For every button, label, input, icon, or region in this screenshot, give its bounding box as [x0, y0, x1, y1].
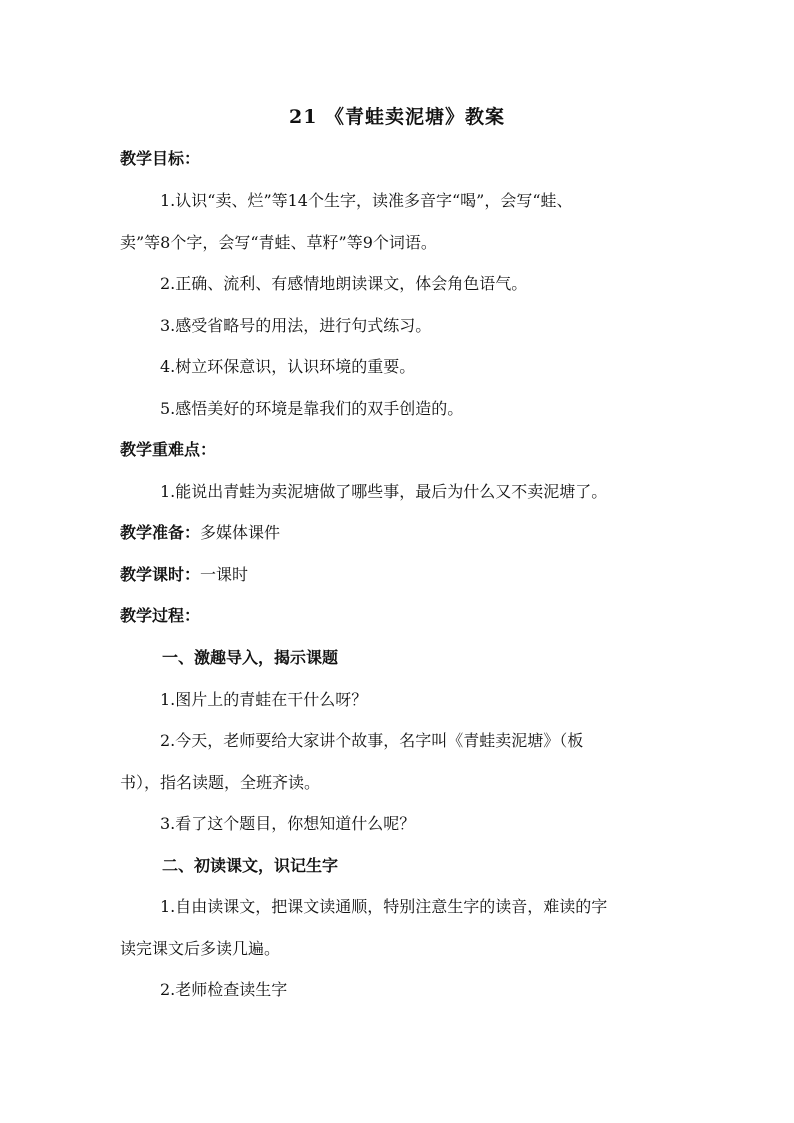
goal-item: 2.正确、流利、有感情地朗读课文，体会角色语气。 [160, 274, 528, 293]
process-heading: 教学过程： [120, 606, 201, 625]
goal-item: 4.树立环保意识，认识环境的重要。 [160, 357, 416, 376]
section1-item: 3.看了这个题目，你想知道什么呢？ [160, 814, 416, 833]
goal-item-continued: 卖”等8个字，会写“青蛙、草籽”等9个词语。 [120, 233, 437, 252]
teaching-hours [120, 564, 794, 586]
section2-item-continued: 读完课文后多读几遍。 [120, 939, 281, 958]
teaching-prep-label: 教学准备： [120, 523, 201, 542]
goal-item: 1.认识“卖、烂”等14个生字，读准多音字“喝”，会写“蛙、 [160, 191, 573, 210]
section1-item: 1.图片上的青蛙在干什么呀？ [160, 690, 368, 709]
teaching-hours-label: 教学课时： [120, 565, 201, 584]
goal-item: 3.感受省略号的用法，进行句式练习。 [160, 316, 432, 335]
section2-title: 二、初读课文，识记生字 [162, 856, 339, 875]
teaching-prep-value: 多媒体课件 [200, 523, 281, 542]
section2-item: 1.自由读课文，把课文读通顺，特别注意生字的读音，难读的字 [160, 897, 608, 916]
section1-item-continued: 书），指名读题，全班齐读。 [120, 773, 321, 792]
section2-item: 2.老师检查读生字 [160, 980, 288, 999]
goal-item: 5.感悟美好的环境是靠我们的双手创造的。 [160, 399, 464, 418]
goals-heading: 教学目标： [120, 149, 201, 168]
teaching-prep [120, 522, 794, 544]
section1-item: 2.今天，老师要给大家讲个故事，名字叫《青蛙卖泥塘》（板 [160, 731, 584, 750]
key-point-item: 1.能说出青蛙为卖泥塘做了哪些事，最后为什么又不卖泥塘了。 [160, 482, 608, 501]
teaching-hours-value: 一课时 [200, 565, 249, 584]
key-points-heading: 教学重难点： [120, 440, 217, 459]
document-title: 21 《青蛙卖泥塘》教案 [288, 106, 506, 128]
section1-title: 一、激趣导入，揭示课题 [162, 648, 339, 667]
